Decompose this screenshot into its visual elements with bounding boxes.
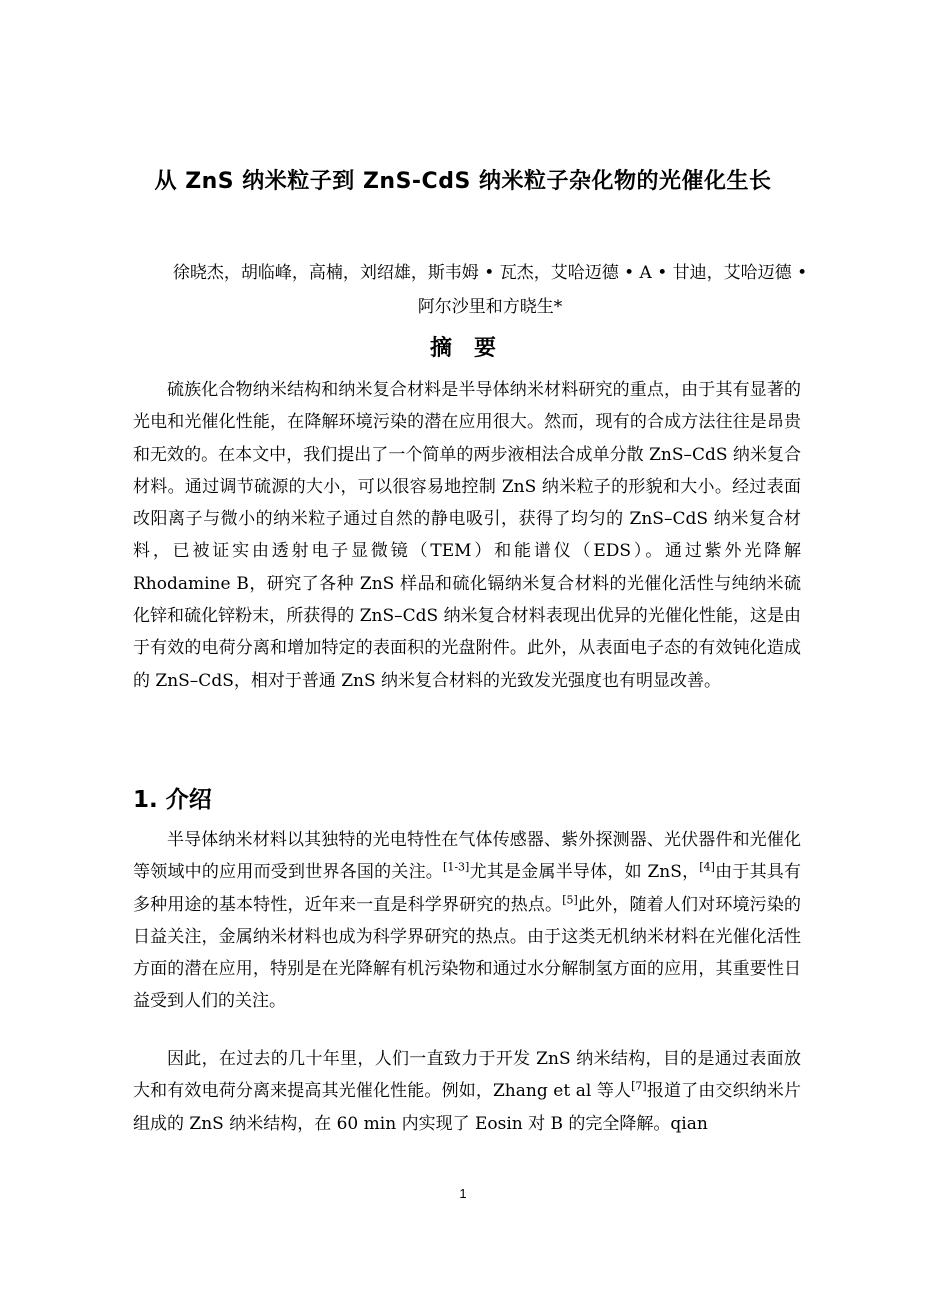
abstract-paragraph: 硫族化合物纳米结构和纳米复合材料是半导体纳米材料研究的重点，由于其有显著的光电和光催化性能，在降解环境污染的潜在应用很大。然而，现有的合成方法往往是昂贵和无效的。在本文中，我们提出了一个简单的两步液相法合成单分散 ZnS–CdS 纳米复合材料。通过调节硫源的大小，可以很容易地控制 ZnS 纳米粒子的形貌和大小。经过表面改阳离子与微小的纳米粒子通过自然的静电吸引，获得了均匀的 ZnS–CdS 纳米复合材料，已被证实由透射电子显微镜（TEM）和能谱仪（EDS）。通过紫外光降解 Rhodamine B，研究了各种 ZnS 样品和硫化镉纳米复合材料的光催化活性与纯纳米硫化锌和硫化锌粉末，所获得的 ZnS–CdS 纳米复合材料表现出优异的光催化性能，这是由于有效的电荷分离和增加特定的表面积的光盘附件。此外，从表面电子态的有效钝化造成的 ZnS–CdS，相对于普通 ZnS 纳米复合材料的光致发光强度也有明显改善。 <box>133 380 801 691</box>
citation-ref: [5] <box>562 892 578 906</box>
intro-text: 尤其是金属半导体，如 ZnS， <box>469 862 700 883</box>
intro-paragraph-2 <box>133 1043 801 1140</box>
citation-ref: [1-3] <box>443 860 470 874</box>
citation-ref: [4] <box>699 860 715 874</box>
paper-title: 从 ZnS 纳米粒子到 ZnS-CdS 纳米粒子杂化物的光催化生长 <box>154 169 772 194</box>
citation-ref: [7] <box>631 1079 647 1093</box>
intro-paragraph-1 <box>133 824 801 1018</box>
intro-text: 报道了由交织纳米片组成的 ZnS 纳米结构，在 60 min 内实现了 Eosin 对 B 的完全降解。qian <box>133 1081 802 1134</box>
section-heading-introduction: 1. 介绍 <box>133 787 212 813</box>
intro-text: 因此，在过去的几十年里，人们一直致力于开发 ZnS 纳米结构，目的是通过表面放大和有效电荷分离来提高其光催化性能。例如，Zhang et al 等人 <box>133 1049 801 1102</box>
intro-text: 由于其具有多种用途的基本特性，近年来一直是科学界研究的热点。 <box>133 862 802 915</box>
page-number: 1 <box>459 1186 467 1201</box>
intro-text: 半导体纳米材料以其独特的光电特性在气体传感器、紫外探测器、光伏器件和光催化等领域中的应用而受到世界各国的关注。 <box>133 830 801 883</box>
author-list: 徐晓杰，胡临峰，高楠，刘绍雄，斯韦姆 • 瓦杰，艾哈迈德 • A • 甘迪，艾哈迈德 • 阿尔沙里和方晓生* <box>172 263 808 317</box>
abstract-heading: 摘要 <box>429 336 518 361</box>
intro-text: 此外，随着人们对环境污染的日益关注，金属纳米材料也成为科学界研究的热点。由于这类无机纳米材料在光催化活性方面的潜在应用，特别是在光降解有机污染物和通过水分解制氢方面的应用，其重要性日益受到人们的关注。 <box>133 894 802 1012</box>
